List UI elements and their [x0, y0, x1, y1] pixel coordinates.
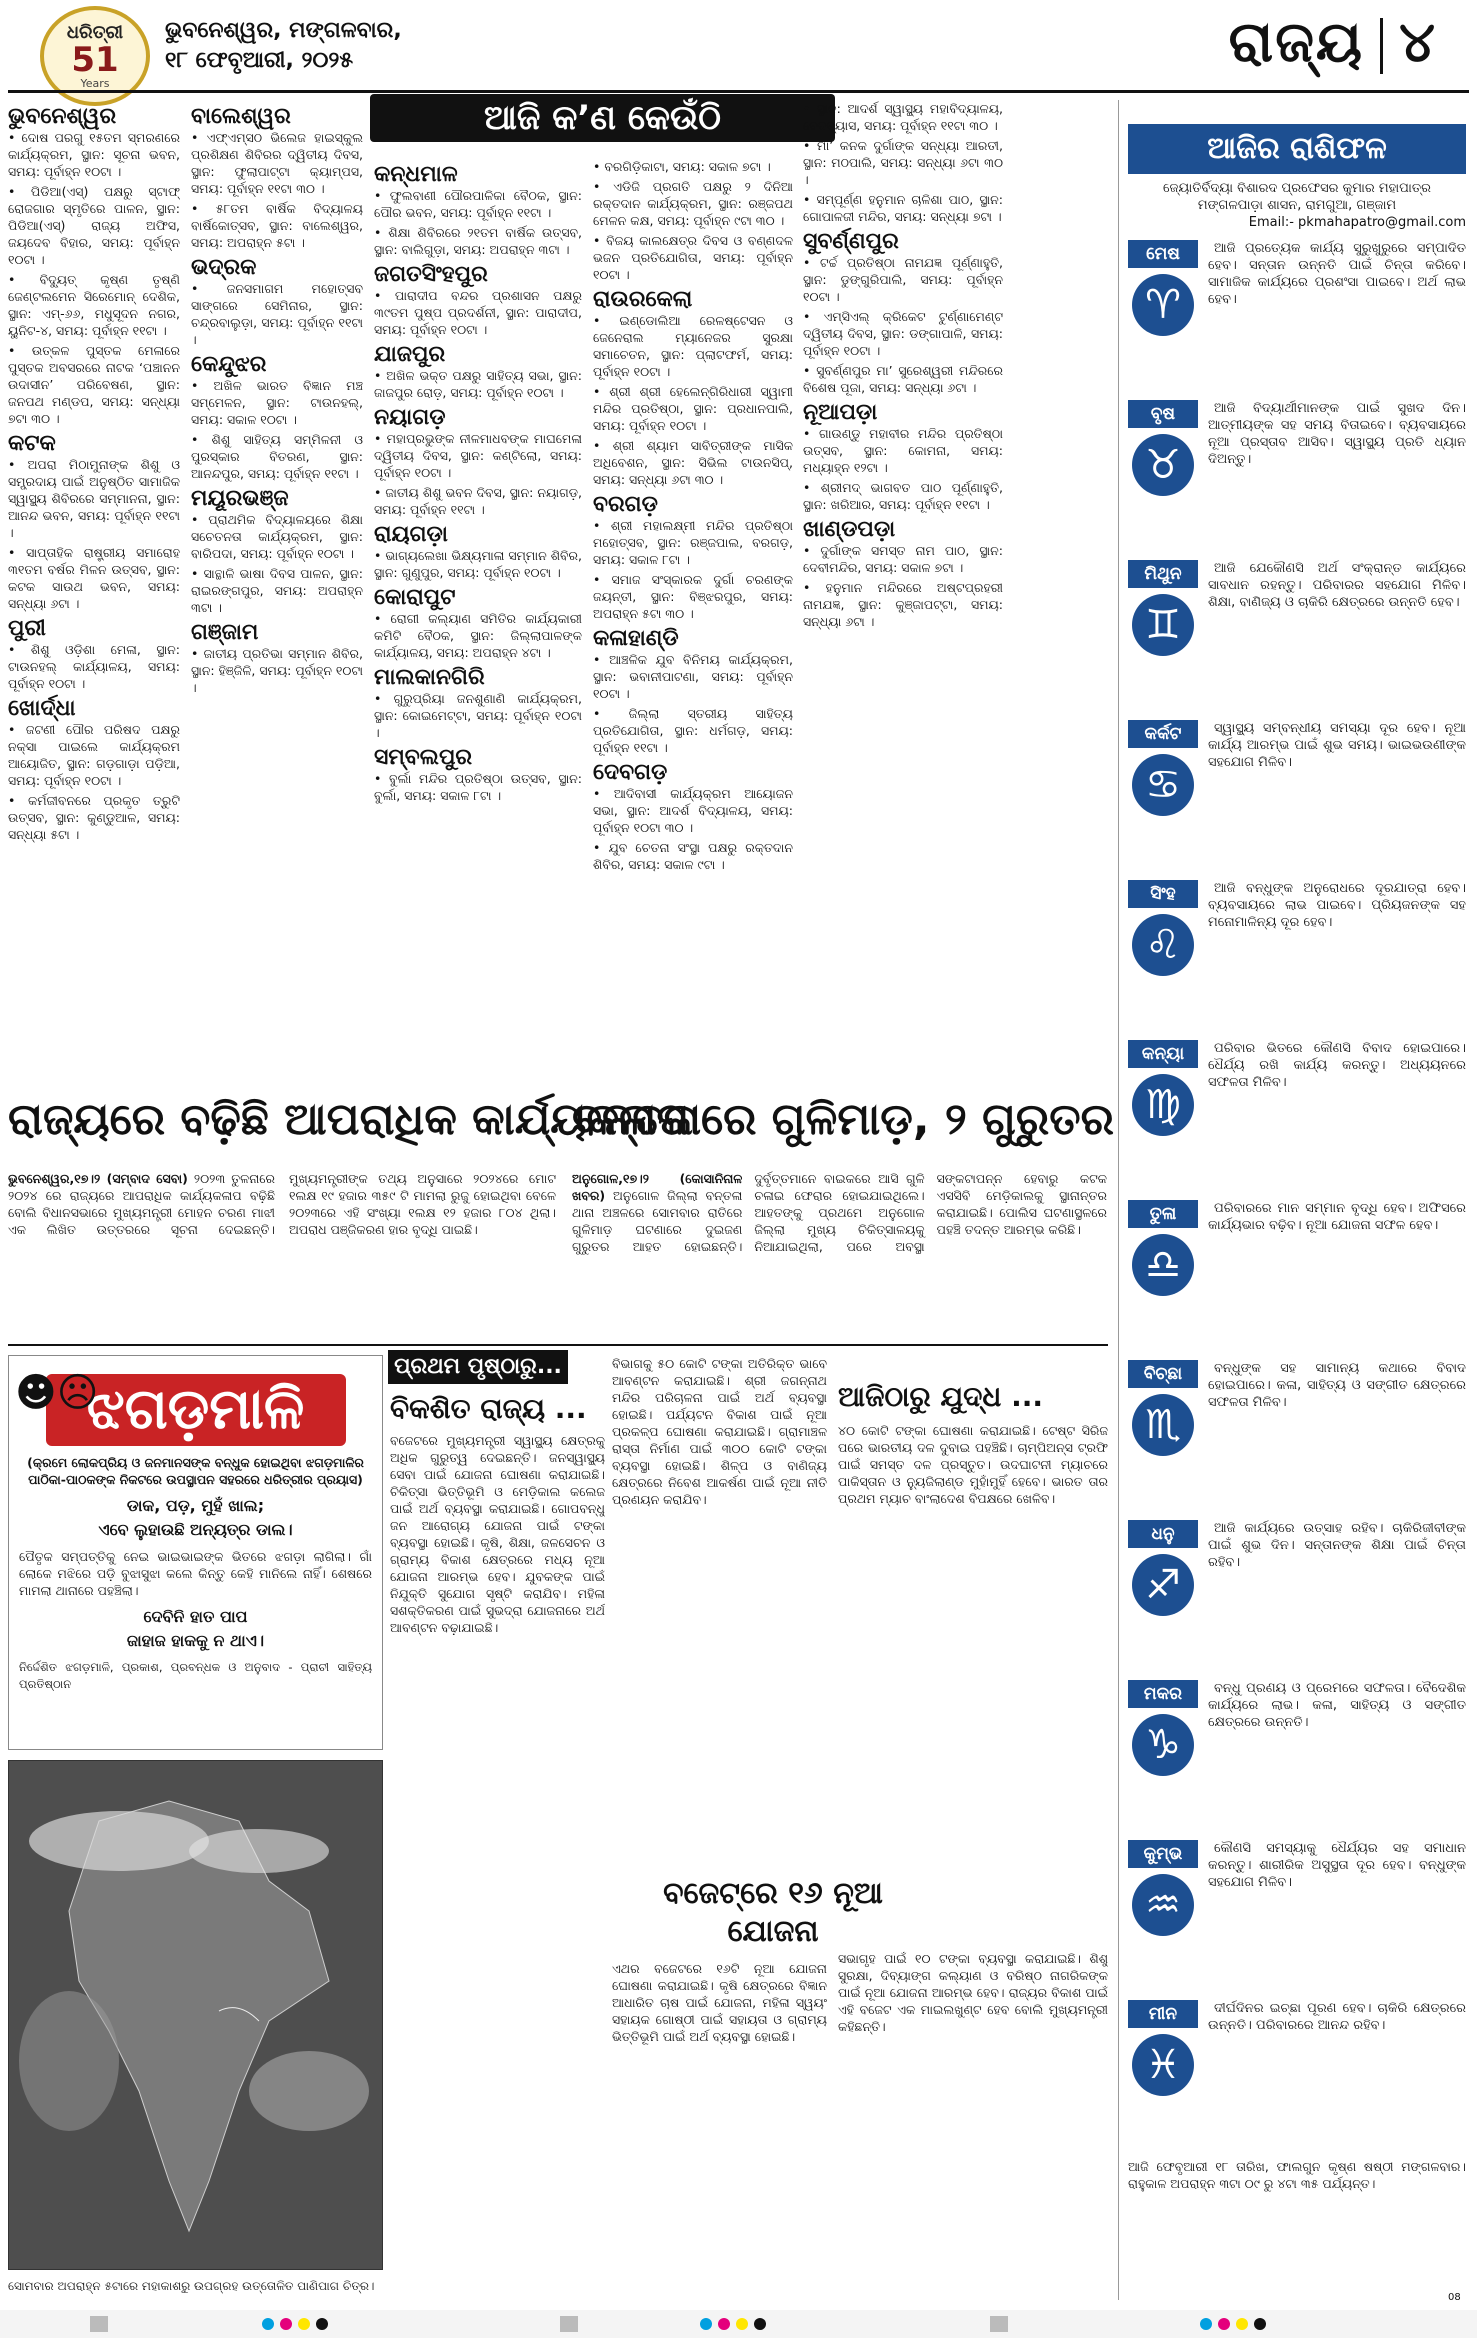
- reg-black: [1254, 2318, 1266, 2330]
- city-heading: ଭୁବନେଶ୍ୱର: [8, 104, 117, 129]
- event-item: • ଜଟଣୀ ପୌର ପରିଷଦ ପକ୍ଷରୁ ନକ୍ସା ପାଇଲେ କାର୍ଯ୍ୟକ୍ରମ ଆୟୋଜିତ, ସ୍ଥାନ: ଗଡ଼ଗାଡ଼ା ପଡ଼ିଆ, ସମୟ: ପୂର୍ବାହ୍ନ ୧୦ଟା ।: [8, 721, 180, 789]
- city-heading: ସମ୍ବଲପୁର: [374, 745, 473, 770]
- city-heading: କେନ୍ଦୁଝର: [191, 352, 267, 377]
- reg-magenta: [280, 2318, 292, 2330]
- zodiac-prediction: ବନ୍ଧୁଙ୍କ ସହ ସାମାନ୍ୟ କଥାରେ ବିବାଦ ହୋଇପାରେ। କଳା, ସାହିତ୍ୟ ଓ ସଙ୍ଗୀତ କ୍ଷେତ୍ରରେ ସଫଳତା ମିଳିବ।: [1208, 1361, 1466, 1410]
- zodiac-name: ଧନୁ: [1128, 1520, 1198, 1548]
- subhead-bikashita[interactable]: ବିକଶିତ ରାଜ୍ୟ ...: [390, 1392, 587, 1425]
- event-item: • ଭାଗ୍ୟଲେଖା ଭିକ୍ଷ୍ୟମାଳା ସମ୍ମାନ ଶିବିର, ସ୍ଥାନ: ଗୁଣୁପୁର, ସମୟ: ପୂର୍ବାହ୍ନ ୧୦ଟା ।: [374, 547, 582, 581]
- jhagadamali-credit: ନିର୍ଦ୍ଦେଶିତ ଝଗଡ଼ମାଳି, ପ୍ରକାଶ, ପ୍ରବନ୍ଧକ ଓ ଅନୁବାଦ - ପ୍ରାଚୀ ସାହିତ୍ୟ ପ୍ରତିଷ୍ଠାନ: [19, 1660, 372, 1691]
- jhagadamali-body: ପୈତୃକ ସମ୍ପତ୍ତିକୁ ନେଇ ଭାଇଭାଇଙ୍କ ଭିତରେ ଝଗଡ଼ା ଲାଗିଲା। ଗାଁ ଲୋକେ ମଝିରେ ପଡ଼ି ବୁଝାସୁଝା କଲେ କିନ୍ତୁ କେହି ମାନିଲେ ନାହିଁ। ଶେଷରେ ମାମଲା ଥାନାରେ ପହଞ୍ଚିଲା।: [19, 1549, 372, 1598]
- reg-yellow: [736, 2318, 748, 2330]
- city-heading: କଳାହାଣ୍ଡି: [593, 626, 679, 651]
- event-item: • ଜାତୀୟ ପ୍ରତିଭା ସମ୍ମାନ ଶିବିର, ସ୍ଥାନ: ହିଞ୍ଜିଳି, ସମୟ: ପୂର୍ବାହ୍ନ ୧୦ଟା ।: [191, 645, 363, 696]
- zodiac-name: କୁମ୍ଭ: [1128, 1840, 1198, 1868]
- zodiac-sign: [1128, 1840, 1466, 1990]
- event-item: • ସାପ୍ତାହିକ ରାଷ୍ଟ୍ରୀୟ ସମାରୋହ ୩୧ତମ ବର୍ଷର ମିଳନ ଉତ୍ସବ, ସ୍ଥାନ: କଟକ ସାଉଥ ଭବନ, ସମୟ: ସନ୍ଧ୍ୟା ୬ଟା ।: [8, 544, 180, 612]
- event-item: • ଶ୍ରୀମଦ୍‌ ଭାଗବତ ପାଠ ପୂର୍ଣ୍ଣାହୁତି, ସ୍ଥାନ: ଖରିଆର, ସମୟ: ପୂର୍ବାହ୍ନ ୧୧ଟା ।: [803, 479, 1003, 513]
- zodiac-prediction: ବନ୍ଧୁ ପ୍ରଣୟ ଓ ପ୍ରେମରେ ସଫଳତା। ବୈଦେଶିକ କାର୍ଯ୍ୟରେ ଲାଭ। କଳା, ସାହିତ୍ୟ ଓ ସଙ୍ଗୀତ କ୍ଷେତ୍ରରେ ଉନ୍ନତି।: [1208, 1681, 1466, 1730]
- satellite-caption: ସୋମବାର ଅପରାହ୍ନ ୫ଟାରେ ମହାକାଶରୁ ଉପଗ୍ରହ ଉତ୍ତୋଳିତ ପାଣିପାଗ ଚିତ୍ର।: [8, 2279, 375, 2293]
- event-item: • ପିଡିଆ(ଏସ୍) ପକ୍ଷରୁ ସ୍ଟାଫ୍‌ ରୋଜଗାର ସ୍ମୃତିରେ ପାଳନ, ସ୍ଥାନ: ପିଡିଆ(ଏସ୍) ରାଜ୍ୟ ଅଫିସ, ଜୟଦେବ ବିହାର, ସମୟ: ପୂର୍ବାହ୍ନ ୧୦ଟା ।: [8, 183, 180, 268]
- event-item: • ଫୁଲବାଣୀ ପୌରପାଳିକା ବୈଠକ, ସ୍ଥାନ: ପୌର ଭବନ, ସମୟ: ପୂର୍ବାହ୍ନ ୧୧ଟା ।: [374, 187, 582, 221]
- zodiac-sign: [1128, 1680, 1466, 1830]
- zodiac-prediction: ଆଜି ପ୍ରତ୍ୟେକ କାର୍ଯ୍ୟ ସୁରୁଖୁରୁରେ ସମ୍ପାଦିତ ହେବ। ସନ୍ତାନ ଉନ୍ନତି ପାଇଁ ଚିନ୍ତା କରିବେ। ସାମାଜିକ କାର୍ଯ୍ୟରେ ପ୍ରଶଂସା ପାଇବେ। ଅର୍ଥ ଲାଭ ହେବ।: [1208, 241, 1466, 307]
- event-item: • ସମାଜ ସଂସ୍କାରକ ଦୁର୍ଗା ଚରଣଙ୍କ ଜୟନ୍ତୀ, ସ୍ଥାନ: ବିଞ୍ଝରପୁର, ସମୟ: ଅପରାହ୍ନ ୫ଟା ୩୦ ।: [593, 571, 793, 622]
- zodiac-symbol-icon: ♍: [1132, 1074, 1194, 1136]
- event-item: • ମହାପ୍ରଭୁଙ୍କ ନୀଳମାଧବଙ୍କ ମାଘମେଳା ଦ୍ୱିତୀୟ ଦିବସ, ସ୍ଥାନ: କଣ୍ଟିଲୋ, ସମୟ: ପୂର୍ବାହ୍ନ ୧୦ଟା ।: [374, 430, 582, 481]
- city-heading: ଭଦ୍ରକ: [191, 255, 257, 280]
- city-heading: କଟକ: [8, 431, 56, 456]
- zodiac-prediction: ସ୍ୱାସ୍ଥ୍ୟ ସମ୍ବନ୍ଧୀୟ ସମସ୍ୟା ଦୂର ହେବ। ନୂଆ କାର୍ଯ୍ୟ ଆରମ୍ଭ ପାଇଁ ଶୁଭ ସମୟ। ଭାଇଭଉଣୀଙ୍କ ସହଯୋଗ ମିଳିବ।: [1208, 721, 1466, 770]
- city-heading: କୋରାପୁଟ: [374, 585, 456, 610]
- event-item: • ପ୍ରାଥମିକ ବିଦ୍ୟାଳୟରେ ଶିକ୍ଷା ସଚେତନତା କାର୍ଯ୍ୟକ୍ରମ, ସ୍ଥାନ: ବାରିପଦା, ସମୟ: ପୂର୍ବାହ୍ନ ୧୦ଟା ।: [191, 511, 363, 562]
- cartoon-faces-icon: ☻☹: [15, 1370, 99, 1416]
- zodiac-sign: [1128, 1040, 1466, 1190]
- zodiac-name: ମୀନ: [1128, 2000, 1198, 2028]
- event-item: • ଅଖିଳ ଭକ୍ତ ପକ୍ଷରୁ ସାହିତ୍ୟ ସଭା, ସ୍ଥାନ: ଜାଜପୁର ରୋଡ଼, ସମୟ: ପୂର୍ବାହ୍ନ ୧୦ଟା ।: [374, 367, 582, 401]
- events-columns: [8, 100, 1118, 1085]
- date-line-1: ଭୁବନେଶ୍ୱର, ମଙ୍ଗଳବାର,: [165, 18, 402, 43]
- zodiac-name: କନ୍ୟା: [1128, 1040, 1198, 1068]
- astrologer-address: ମଙ୍ଗଳପାଡ଼ା ଶାସନ, ରାମଗୁଆ, ଗଞ୍ଜାମ: [1197, 198, 1397, 213]
- city-heading: ମୟୂରଭଞ୍ଜ: [191, 486, 289, 511]
- event-item: • ଶିଶୁ ସାହିତ୍ୟ ସମ୍ମିଳନୀ ଓ ପୁରସ୍କାର ବିତରଣ, ସ୍ଥାନ: ଆନନ୍ଦପୁର, ସମୟ: ପୂର୍ବାହ୍ନ ୧୧ଟା ।: [191, 431, 363, 482]
- event-item: • ଅପରା ମିଠାମୁନାଙ୍କ ଶିଶୁ ଓ ସମ୍ପ୍ରଦାୟ ପାଇଁ ଅନୁଷ୍ଠିତ ସାମାଜିକ ସ୍ୱାସ୍ଥ୍ୟ ଶିବିରରେ ସମ୍ମାନନା, ସ୍ଥାନ: ଆନନ୍ଦ ଭବନ, ସମୟ: ପୂର୍ବାହ୍ନ ୧୧ଟା ।: [8, 456, 180, 541]
- reg-black: [754, 2318, 766, 2330]
- zodiac-prediction: ଆଜି ବନ୍ଧୁଙ୍କ ଅନୁରୋଧରେ ଦୂରଯାତ୍ରା ହେବ। ବ୍ୟବସାୟରେ ଲାଭ ପାଇବେ। ପ୍ରିୟଜନଙ୍କ ସହ ମନୋମାଳିନ୍ୟ ଦୂର ହେବ।: [1208, 881, 1466, 930]
- city-heading: ସୁବର୍ଣ୍ଣପୁର: [803, 229, 899, 254]
- event-item: • ଜାତୀୟ ଶିଶୁ ଭବନ ଦିବସ, ସ୍ଥାନ: ନୟାଗଡ଼, ସମୟ: ପୂର୍ବାହ୍ନ ୧୧ଟା ।: [374, 484, 582, 518]
- jhagadamali-subhead-2: ଏବେ ଲୁହାଉଛି ଅନ୍ୟତ୍ର ଡାଲ।: [98, 1520, 293, 1539]
- zodiac-prediction: କୌଣସି ସମସ୍ୟାକୁ ଧୈର୍ଯ୍ୟର ସହ ସମାଧାନ କରନ୍ତୁ। ଶାରୀରିକ ଅସୁସ୍ଥତା ଦୂର ହେବ। ବନ୍ଧୁଙ୍କ ସହଯୋଗ ମିଳିବ।: [1208, 1841, 1466, 1890]
- events-column: [374, 158, 582, 1085]
- zodiac-name: ମିଥୁନ: [1128, 560, 1198, 588]
- ajithu-body: ୪୦ କୋଟି ଟଙ୍କା ଘୋଷଣା କରାଯାଇଛି। ଟେଷ୍ଟ ସିରିଜ ପରେ ଭାରତୀୟ ଦଳ ଦୁବାଇ ପହଞ୍ଚିଛି। ଚାମ୍ପିଅନ୍ସ ଟ୍ରଫି ପାଇଁ ସମସ୍ତ ଦଳ ପ୍ରସ୍ତୁତ। ଉଦଘାଟନୀ ମ୍ୟାଚରେ ପାକିସ୍ତାନ ଓ ନ୍ୟୁଜିଲାଣ୍ଡ ମୁହାଁମୁହିଁ ହେବେ। ଭାରତ ତାର ପ୍ରଥମ ମ୍ୟାଚ ବାଂଲାଦେଶ ବିପକ୍ଷରେ ଖେଳିବ।: [838, 1423, 1108, 1506]
- reg-cyan: [262, 2318, 274, 2330]
- city-heading: କନ୍ଧମାଳ: [374, 162, 458, 187]
- date-block: [165, 16, 402, 76]
- zodiac-symbol-icon: ♎: [1132, 1234, 1194, 1296]
- logo-name: ଧରିତ୍ରୀ: [66, 22, 124, 43]
- zodiac-symbol-icon: ♌: [1132, 914, 1194, 976]
- astrologer-name: ଜ୍ୟୋତିର୍ବିଦ୍ୟା ବିଶାରଦ ପ୍ରଫେସର କୁମାର ମହାପାତ୍ର: [1163, 181, 1431, 196]
- event-item: • ଆଞ୍ଚଳିକ ଯୁବ ବିନିମୟ କାର୍ଯ୍ୟକ୍ରମ, ସ୍ଥାନ: ଭବାନୀପାଟଣା, ସମୟ: ପୂର୍ବାହ୍ନ ୧୦ଟା ।: [593, 651, 793, 702]
- event-item: • ଏଫ୍‌ଏମ୍‌ସଠ ଭିଲେଜ ହାଇସ୍କୁଲ ପ୍ରଶିକ୍ଷଣ ଶିବିରର ଦ୍ୱିତୀୟ ଦିବସ, ସ୍ଥାନ: ଫୁଲାପାଟ୍ଟା କ୍ୟାମ୍ପସ, ସମୟ: ପୂର୍ବାହ୍ନ ୧୧ଟା ୩୦ ।: [191, 129, 363, 197]
- bikashita-body: ବଜେଟରେ ମୁଖ୍ୟମନ୍ତ୍ରୀ ସ୍ୱାସ୍ଥ୍ୟ କ୍ଷେତ୍ରକୁ ଅଧିକ ଗୁରୁତ୍ୱ ଦେଇଛନ୍ତି। ଜନସ୍ୱାସ୍ଥ୍ୟ ସେବା ପାଇଁ ଯୋଜନା ଘୋଷଣା କରାଯାଇଛି। ଚିକିତ୍ସା ଭିତ୍ତିଭୂମି ଓ ମେଡ଼ିକାଲ କଲେଜ ପାଇଁ ଅର୍ଥ ବ୍ୟବସ୍ଥା କରାଯାଇଛି। ଗୋପବନ୍ଧୁ ଜନ ଆରୋଗ୍ୟ ଯୋଜନା ପାଇଁ ଟଙ୍କା ବ୍ୟବସ୍ଥା ହୋଇଛି। କୃଷି, ଶିକ୍ଷା, ଜଳସେଚନ ଓ ଗ୍ରାମ୍ୟ ବିକାଶ କ୍ଷେତ୍ରରେ ମଧ୍ୟ ନୂଆ ଯୋଜନା ଆରମ୍ଭ ହେବ। ଯୁବକଙ୍କ ପାଇଁ ନିଯୁକ୍ତି ସୁଯୋଗ ସୃଷ୍ଟି କରାଯିବ। ମହିଳା ସଶକ୍ତିକରଣ ପାଇଁ ସୁଭଦ୍ରା ଯୋଜନାରେ ଅର୍ଥ ଆବଣ୍ଟନ ବଢ଼ାଯାଇଛି।: [390, 1433, 605, 1635]
- jhagadamali-footer-label: ଦେବିନି ହାତ ପାପ: [143, 1607, 248, 1626]
- ajithu-lead: [838, 1355, 1108, 1377]
- reg-magenta: [1218, 2318, 1230, 2330]
- city-heading: ଖୋର୍ଦ୍ଧା: [8, 696, 76, 721]
- reg-black: [316, 2318, 328, 2330]
- section-header: [1229, 10, 1437, 76]
- zodiac-symbol-icon: ♒: [1132, 1874, 1194, 1936]
- city-heading: ପୁରୀ: [8, 616, 46, 641]
- section-title: ରାଜ୍ୟ: [1228, 10, 1365, 75]
- event-item: • ରୋଗୀ କଲ୍ୟାଣ ସମିତିର କାର୍ଯ୍ୟକାରୀ କମିଟି ବୈଠକ, ସ୍ଥାନ: ଜିଲ୍ଲାପାଳଙ୍କ କାର୍ଯ୍ୟାଳୟ, ସମୟ: ଅପରାହ୍ନ ୪ଟା ।: [374, 610, 582, 661]
- jhagadamali-footer-label-2: ଜାହାଜ ହାକକୁ ନ ଥାଏ।: [126, 1631, 265, 1650]
- zodiac-symbol-icon: ♓: [1132, 2034, 1194, 2096]
- section-divider: [1380, 18, 1383, 74]
- reg-cyan: [1200, 2318, 1212, 2330]
- logo-number: 51: [71, 40, 119, 80]
- event-item: • ଜନସମାଗମ ମହୋତ୍ସବ ସାଙ୍ଗରେ ସେମିନାର, ସ୍ଥାନ: ଚନ୍ଦ୍ରବାଲୁଡ଼ା, ସମୟ: ପୂର୍ବାହ୍ନ ୧୧ଟା ।: [191, 280, 363, 348]
- event-item: • ଜିଲ୍ଲା ସ୍ତରୀୟ ସାହିତ୍ୟ ପ୍ରତିଯୋଗିତା, ସ୍ଥାନ: ଧର୍ମଗଡ଼, ସମୟ: ପୂର୍ବାହ୍ନ ୧୧ଟା ।: [593, 705, 793, 756]
- zodiac-sign: [1128, 720, 1466, 870]
- zodiac-sign: [1128, 240, 1466, 390]
- jhagadamali-logo: ଝଗଡ଼ମାଳି: [46, 1374, 346, 1446]
- event-item: • ଶିକ୍ଷା ଶିବିରରେ ୨୧ତମ ବାର୍ଷିକ ଉତ୍ସବ, ସ୍ଥାନ: ବାଲିଗୁଡ଼ା, ସମୟ: ଅପରାହ୍ନ ୩ଟା ।: [374, 224, 582, 258]
- reg-yellow: [1236, 2318, 1248, 2330]
- shooting-body: ଅନୁଗୋଳ ଜିଲ୍ଲା ବନ୍ତଳା ଥାନା ଅଞ୍ଚଳରେ ସୋମବାର ରାତିରେ ଗୁଳିମାଡ଼ ଘଟଣାରେ ଦୁଇଜଣ ଗୁରୁତର ଆହତ ହୋଇଛନ୍ତି। ଦୁର୍ବୃତ୍ତମାନେ ବାଇକରେ ଆସି ଗୁଳି ଚଳାଇ ଫେରାର ହୋଇଯାଇଥିଲେ। ଆହତଙ୍କୁ ପ୍ରଥମେ ଅନୁଗୋଳ ଜିଲ୍ଲା ମୁଖ୍ୟ ଚିକିତ୍ସାଳୟକୁ ନିଆଯାଇଥିଲା, ପରେ ଅବସ୍ଥା ସଙ୍କଟାପନ୍ନ ହେବାରୁ କଟକ ଏସସିବି ମେଡ଼ିକାଲକୁ ସ୍ଥାନାନ୍ତର କରାଯାଇଛି। ପୋଲିସ ଘଟଣାସ୍ଥଳରେ ପହଞ୍ଚି ତଦନ୍ତ ଆରମ୍ଭ କରିଛି।: [572, 1171, 1107, 1254]
- zodiac-name: ବିଚ୍ଛା: [1128, 1360, 1198, 1388]
- event-item: • ଗୁରୁପ୍ରିୟା ଜନଶୁଣାଣି କାର୍ଯ୍ୟକ୍ରମ, ସ୍ଥାନ: କୋଇମେଟ୍ଟା, ସମୟ: ପୂର୍ବାହ୍ନ ୧୦ଟା ।: [374, 690, 582, 741]
- headline-crime[interactable]: ରାଜ୍ୟରେ ବଢ଼ିଛି ଆପରାଧିକ କାର୍ଯ୍ୟକଳାପ: [8, 1094, 690, 1145]
- bikashita-body-cont: ବିଭାଗକୁ ୫୦ କୋଟି ଟଙ୍କା ଅତିରିକ୍ତ ଭାବେ ଆବଣ୍ଟନ କରାଯାଇଛି। ଶ୍ରୀ ଜଗନ୍ନାଥ ମନ୍ଦିର ପରିଚାଳନା ପାଇଁ ଅର୍ଥ ବ୍ୟବସ୍ଥା ହୋଇଛି। ପର୍ଯ୍ୟଟନ ବିକାଶ ପାଇଁ ନୂଆ ପ୍ରକଳ୍ପ ଘୋଷଣା କରାଯାଇଛି। ଗ୍ରାମାଞ୍ଚଳ ରାସ୍ତା ନିର୍ମାଣ ପାଇଁ ୩୦୦ କୋଟି ଟଙ୍କା ବ୍ୟବସ୍ଥା ହୋଇଛି। ଶିଳ୍ପ ଓ ବାଣିଜ୍ୟ କ୍ଷେତ୍ରରେ ନିବେଶ ଆକର୍ଷଣ ପାଇଁ ନୂଆ ନୀତି ପ୍ରଣୟନ କରାଯିବ।: [612, 1356, 827, 1507]
- zodiac-prediction: ଆଜି ବିଦ୍ୟାର୍ଥୀମାନଙ୍କ ପାଇଁ ସୁଖଦ ଦିନ। ଆତ୍ମୀୟଙ୍କ ସହ ସମୟ ବିତାଇବେ। ବ୍ୟବସାୟରେ ନୂଆ ପ୍ରସ୍ତାବ ଆସିବ। ସ୍ୱାସ୍ଥ୍ୟ ପ୍ରତି ଧ୍ୟାନ ଦିଅନ୍ତୁ।: [1208, 401, 1466, 467]
- zodiac-prediction: ଆଜି କାର୍ଯ୍ୟରେ ଉତ୍ସାହ ରହିବ। ଚାକିରିଜୀବୀଙ୍କ ପାଇଁ ଶୁଭ ଦିନ। ସନ୍ତାନଙ୍କ ଶିକ୍ଷା ପାଇଁ ଚିନ୍ତା ରହିବ।: [1208, 1521, 1466, 1570]
- zodiac-symbol-icon: ♏: [1132, 1394, 1194, 1456]
- reg-cyan: [700, 2318, 712, 2330]
- page-number: ୪: [1399, 10, 1437, 75]
- header-rule: [8, 90, 1469, 93]
- city-heading: ନୟାଗଡ଼: [374, 405, 446, 430]
- city-heading: ଯାଜପୁର: [374, 342, 446, 367]
- reg-block: [90, 2316, 108, 2332]
- event-item: • ଦୁର୍ଗାଙ୍କ ସମସ୍ତ ନାମ ପାଠ, ସ୍ଥାନ: ଦେବୀମନ୍ଦିର, ସମୟ: ସକାଳ ୭ଟା ।: [803, 542, 1003, 576]
- city-heading: ନୂଆପଡ଼ା: [803, 400, 878, 425]
- city-heading: ରାୟଗଡ଼ା: [374, 522, 448, 547]
- divider: [8, 1344, 1108, 1346]
- event-item: • ଇଣ୍ଡୋଲିଆ ରେଳଷ୍ଟେସନ ଓ ଜେନେରାଲ ମ୍ୟାନେଜର ସୁରକ୍ଷା ସମାଚେତନ, ସ୍ଥାନ: ପ୍ଲାଟଫର୍ମ, ସମୟ: ପୂର୍ବାହ୍ନ ୧୦ଟା ।: [593, 312, 793, 380]
- astrologer-info: [1128, 180, 1466, 231]
- zodiac-prediction: ପରିବାର ଭିତରେ କୌଣସି ବିବାଦ ହୋଇପାରେ। ଧୈର୍ଯ୍ୟ ରଖି କାର୍ଯ୍ୟ କରନ୍ତୁ। ଅଧ୍ୟୟନରେ ସଫଳତା ମିଳିବ।: [1208, 1041, 1466, 1090]
- reg-magenta: [718, 2318, 730, 2330]
- event-item: • ବିଦ୍ୟୁତ୍‌ କୃଷ୍ଣ ତୃଷ୍ଣି ଜେଣ୍ଟଲମେନ ସିରେମୋନ୍‌ ଦେଶିକ, ସ୍ଥାନ: ଏମ୍‌-୬୬, ମଧୁସୂଦନ ନଗର, ୟୁନିଟ-୪, ସମୟ: ପୂର୍ବାହ୍ନ ୧୧ଟା ।: [8, 271, 180, 339]
- event-item: • ଯୁବ ଚେତନା ସଂସ୍ଥା ପକ୍ଷରୁ ରକ୍ତଦାନ ଶିବିର, ସମୟ: ସକାଳ ୯ଟା ।: [593, 839, 793, 873]
- event-item: • ଉତ୍କଳ ପୁସ୍ତକ ମେଳାରେ ପୁସ୍ତକ ଅବସରରେ ନାଟକ ‘ପଞ୍ଚାନନ ଉଦାସୀନ’ ପରିବେଷଣ, ସ୍ଥାନ: ଜନପଥ ମଣ୍ଡପ, ସମୟ: ସନ୍ଧ୍ୟା ୭ଟା ୩୦ ।: [8, 342, 180, 427]
- zodiac-sign: [1128, 560, 1466, 710]
- zodiac-symbol-icon: ♑: [1132, 1714, 1194, 1776]
- zodiac-sign: [1128, 1360, 1466, 1510]
- crime-dateline: ଭୁବନେଶ୍ୱର,୧୭।୨ (ସମ୍ବାଦ ସେବା): [8, 1171, 188, 1186]
- zodiac-name: ମକର: [1128, 1680, 1198, 1708]
- event-item: • ପାରାଦୀପ ବନ୍ଦର ପ୍ରଶାସନ ପକ୍ଷରୁ ୩୯ତମ ପୁଷ୍ପ ପ୍ରଦର୍ଶନୀ, ସ୍ଥାନ: ପାରାଦୀପ, ସମୟ: ପୂର୍ବାହ୍ନ ୧୦ଟା ।: [374, 287, 582, 338]
- panjika-text: ଆଜି ଫେବୃଆରୀ ୧୮ ତାରିଖ, ଫାଲଗୁନ କୃଷ୍ଣ ଷଷ୍ଠୀ ମଙ୍ଗଳବାର। ରାହୁକାଳ ଅପରାହ୍ନ ୩ଟା ୦୯ ରୁ ୪ଟା ୩୫ ପର୍ଯ୍ୟନ୍ତ।: [1128, 2159, 1466, 2191]
- date-line-2: ୧୮ ଫେବୃଆରୀ, ୨୦୨୫: [165, 48, 354, 73]
- event-item: • ଶ୍ରୀ ଶ୍ରୀ ହେଲେନ୍‌ଗିରିଧାରୀ ସ୍ୱାମୀ ମନ୍ଦିର ପ୍ରତିଷ୍ଠା, ସ୍ଥାନ: ପ୍ରଧାନପାଲି, ସମୟ: ପୂର୍ବାହ୍ନ ୧୦ଟା ।: [593, 383, 793, 434]
- reg-yellow: [298, 2318, 310, 2330]
- jhagadamali-subhead: ଡାକ, ପଡ଼, ମୁହଁ ଖାଲ;: [126, 1496, 265, 1515]
- event-item: • ଏମ୍‌ସିଏଲ୍‌ କ୍ରିକେଟ ଟୁର୍ଣ୍ଣାମେଣ୍ଟ ଦ୍ୱିତୀୟ ଦିବସ, ସ୍ଥାନ: ଡଙ୍ଗାପାଳି, ସମୟ: ପୂର୍ବାହ୍ନ ୧୦ଟା ।: [803, 308, 1003, 359]
- event-item: • ଆଦିବାସୀ କାର୍ଯ୍ୟକ୍ରମ ଆୟୋଜନ ସଭା, ସ୍ଥାନ: ଆଦର୍ଶ ବିଦ୍ୟାଳୟ, ସମୟ: ପୂର୍ବାହ୍ନ ୧୦ଟା ୩୦ ।: [593, 785, 793, 836]
- event-item: • ସମ୍ପୂର୍ଣ୍ଣ ହନୁମାନ ଚାଳିଶା ପାଠ, ସ୍ଥାନ: ଗୋପାଳଜୀ ମନ୍ଦିର, ସମୟ: ସନ୍ଧ୍ୟା ୭ଟା ।: [803, 191, 1003, 225]
- crime-body: ୨୦୨୩ ତୁଳନାରେ ୨୦୨୪ ରେ ରାଜ୍ୟରେ ଆପରାଧିକ କାର୍ଯ୍ୟକଳାପ ବଢ଼ିଛି ବୋଲି ବିଧାନସଭାରେ ମୁଖ୍ୟମନ୍ତ୍ରୀ ମୋହନ ଚରଣ ମାଝୀ ଏକ ଲିଖିତ ଉତ୍ତରରେ ସୂଚନା ଦେଇଛନ୍ତି। ମୁଖ୍ୟମନ୍ତ୍ରୀଙ୍କ ତଥ୍ୟ ଅନୁସାରେ ୨୦୨୪ରେ ମୋଟ ୧ଲକ୍ଷ ୧୯ ହଜାର ୩୫୯ ଟି ମାମଲା ରୁଜୁ ହୋଇଥିବା ବେଳେ ୨୦୨୩ରେ ଏହି ସଂଖ୍ୟା ୧ଲକ୍ଷ ୧୨ ହଜାର ୮୦୪ ଥିଲା। ଅପରାଧ ପଞ୍ଜିକରଣ ହାର ବୃଦ୍ଧି ପାଇଛି।: [8, 1171, 556, 1237]
- event-item: • ସୁବର୍ଣ୍ଣପୁର ମା’ ସୁରେଶ୍ୱରୀ ମନ୍ଦିରରେ ବିଶେଷ ପୂଜା, ସମୟ: ସନ୍ଧ୍ୟା ୬ଟା ।: [803, 362, 1003, 396]
- front-page-tag: ପ୍ରଥମ ପୃଷ୍ଠାରୁ...: [388, 1350, 568, 1384]
- zodiac-symbol-icon: ♈: [1132, 274, 1194, 336]
- event-item: • ହନୁମାନ ମନ୍ଦିରରେ ଅଷ୍ଟପ୍ରହରୀ ନାମଯଜ୍ଞ, ସ୍ଥାନ: କୁଞ୍ଜାପଟ୍ଟା, ସମୟ: ସନ୍ଧ୍ୟା ୬ଟା ।: [803, 579, 1003, 630]
- events-column: [191, 100, 363, 1085]
- event-item: • ସାନ୍ଥାଳି ଭାଷା ଦିବସ ପାଳନ, ସ୍ଥାନ: ରାଇରଙ୍ଗପୁର, ସମୟ: ଅପରାହ୍ନ ୩ଟା ।: [191, 565, 363, 616]
- events-column: [593, 158, 793, 1085]
- events-column: [8, 100, 180, 1085]
- zodiac-prediction: ପରିବାରରେ ମାନ ସମ୍ମାନ ବୃଦ୍ଧି ହେବ। ଅଫିସରେ କାର୍ଯ୍ୟଭାର ବଢ଼ିବ। ନୂଆ ଯୋଜନା ସଫଳ ହେବ।: [1208, 1201, 1466, 1233]
- event-item: • ଶ୍ରୀ ଶ୍ୟାମ ସାବିତ୍ରୀଙ୍କ ମାସିକ ଅଧିବେଶନ, ସ୍ଥାନ: ସିଭିଲ ଟାଉନସିପ୍‌, ସମୟ: ସନ୍ଧ୍ୟା ୬ଟା ୩୦ ।: [593, 437, 793, 488]
- city-heading: ରାଉରକେଲା: [593, 287, 693, 312]
- crime-story: [8, 1170, 556, 1340]
- astrologer-email: Email:- pkmahapatro@gmail.com: [1248, 215, 1466, 230]
- satellite-weather-image: [8, 1760, 383, 2270]
- event-item: • ୫୮ତମ ବାର୍ଷିକ ବିଦ୍ୟାଳୟ ବାର୍ଷିକୋତ୍ସବ, ସ୍ଥାନ: ବାଲେଶ୍ୱର, ସମୟ: ଅପରାହ୍ନ ୫ଟା ।: [191, 200, 363, 251]
- page-mark: 08: [1448, 2292, 1461, 2303]
- event-item: • ଶିଶୁ ଓଡ଼ିଶା ମେଳା, ସ୍ଥାନ: ଟାଉନହଲ୍‌ କାର୍ଯ୍ୟାଳୟ, ସମୟ: ପୂର୍ବାହ୍ନ ୧୦ଟା ।: [8, 641, 180, 692]
- zodiac-prediction: ଆଜି ଯେକୌଣସି ଅର୍ଥ ସଂକ୍ରାନ୍ତ କାର୍ଯ୍ୟରେ ସାବଧାନ ରହନ୍ତୁ। ପରିବାରର ସହଯୋଗ ମିଳିବ। ଶିକ୍ଷା, ବାଣିଜ୍ୟ ଓ ଚାକିରି କ୍ଷେତ୍ରରେ ଉନ୍ନତି ହେବ।: [1208, 561, 1466, 610]
- budget-headline[interactable]: ବଜେଟ୍‌ରେ ୧୬ ନୂଆ ଯୋଜନା: [663, 1876, 883, 1949]
- zodiac-sign: [1128, 1200, 1466, 1350]
- city-heading: ବରଗଡ଼: [593, 492, 658, 517]
- event-item: • ବିଜୟ କାଲକ୍ଷେତ୍ର ଦିବସ ଓ ବଣ୍ଣଦଳ ଭଜନ ପ୍ରତିଯୋଗିତା, ସମୟ: ପୂର୍ବାହ୍ନ ୧୦ଟା ।: [593, 232, 793, 283]
- shooting-dateline: ଅନୁଗୋଳ,୧୭।୨ (କୋସାନିନାଳ ଖବର): [572, 1171, 743, 1203]
- zodiac-symbol-icon: ♊: [1132, 594, 1194, 656]
- city-heading: ବାଲେଶ୍ୱର: [191, 104, 291, 129]
- event-item: • ମା’ କନକ ଦୁର୍ଗାଙ୍କ ସନ୍ଧ୍ୟା ଆରତୀ, ସ୍ଥାନ: ମଠପାଲି, ସମୟ: ସନ୍ଧ୍ୟା ୬ଟା ୩୦ ।: [803, 137, 1003, 188]
- reg-block: [560, 2316, 578, 2332]
- shooting-story: [572, 1170, 1107, 1340]
- event-item: • ଟର୍ଚ୍ଚ ପ୍ରତିଷ୍ଠା ନାମଯଜ୍ଞ ପୂର୍ଣ୍ଣାହୁତି, ସ୍ଥାନ: ଡୁଙ୍ଗୁରିପାଲି, ସମୟ: ପୂର୍ବାହ୍ନ ୧୦ଟା ।: [803, 254, 1003, 305]
- column-separator: [1118, 100, 1119, 2300]
- zodiac-sign: [1128, 1520, 1466, 1670]
- budget-body: ଏଥର ବଜେଟରେ ୧୬ଟି ନୂଆ ଯୋଜନା ଘୋଷଣା କରାଯାଇଛି। କୃଷି କ୍ଷେତ୍ରରେ ବିଜ୍ଞାନ ଆଧାରିତ ଚାଷ ପାଇଁ ଯୋଜନା, ମହିଳା ସ୍ୱୟଂ ସହାୟକ ଗୋଷ୍ଠୀ ପାଇଁ ସହାୟତା ଓ ଗ୍ରାମ୍ୟ ଭିତ୍ତିଭୂମି ପାଇଁ ଅର୍ଥ ବ୍ୟବସ୍ଥା ହୋଇଛି।: [612, 1961, 827, 2044]
- zodiac-sign: [1128, 2000, 1466, 2150]
- events-banner: ଆଜି କ’ଣ କେଉଁଠି: [370, 94, 835, 142]
- logo-years: Years: [80, 77, 110, 90]
- event-item: • ଅଖିଳ ଭାରତ ବିଜ୍ଞାନ ମଞ୍ଚ ସମ୍ମେଳନ, ସ୍ଥାନ: ଟାଉନହଲ୍‌, ସମୟ: ସକାଳ ୧୦ଟା ।: [191, 377, 363, 428]
- event-item: • ଏଡିଜି ପ୍ରଗତି ପକ୍ଷରୁ ୨ ଦିନିଆ ରକ୍ତଦାନ କାର୍ଯ୍ୟକ୍ରମ, ସ୍ଥାନ: ରଞ୍ଜପଥ ମେଳନ କକ୍ଷ, ସମୟ: ପୂର୍ବାହ୍ନ ୯ଟା ୩୦ ।: [593, 178, 793, 229]
- event-item: • ବୁର୍ଲା ମନ୍ଦିର ପ୍ରତିଷ୍ଠା ଉତ୍ସବ, ସ୍ଥାନ: ବୁର୍ଲା, ସମୟ: ସକାଳ ୮ଟା ।: [374, 770, 582, 804]
- zodiac-sign: [1128, 880, 1466, 1030]
- events-column: [803, 100, 1003, 1085]
- budget-body-cont: ସଭାଗୃହ ପାଇଁ ୧୦ ଟଙ୍କା ବ୍ୟବସ୍ଥା କରାଯାଇଛି। ଶିଶୁ ସୁରକ୍ଷା, ଦିବ୍ୟାଙ୍ଗ କଲ୍ୟାଣ ଓ ବରିଷ୍ଠ ନାଗରିକଙ୍କ ପାଇଁ ନୂଆ ଯୋଜନା ଆରମ୍ଭ ହେବ। ରାଜ୍ୟର ବିକାଶ ପାଇଁ ଏହି ବଜେଟ ଏକ ମାଇଲଖୁଣ୍ଟ ହେବ ବୋଲି ମୁଖ୍ୟମନ୍ତ୍ରୀ କହିଛନ୍ତି।: [838, 1951, 1108, 2034]
- event-item: • ସ୍ଥାନ: ଆଦର୍ଶ ସ୍ୱାସ୍ଥ୍ୟ ମହାବିଦ୍ୟାଳୟ, ବେଦବ୍ୟାସ, ସମୟ: ପୂର୍ବାହ୍ନ ୧୧ଟା ୩୦ ।: [803, 100, 1003, 134]
- headline-shooting[interactable]: ବନ୍ତଳାରେ ଗୁଳିମାଡ଼, ୨ ଗୁରୁତର: [572, 1094, 1115, 1145]
- zodiac-sign: [1128, 400, 1466, 550]
- event-item: • ଗାଉଣ୍ଡୁ ମହାବୀର ମନ୍ଦିର ପ୍ରତିଷ୍ଠା ଉତ୍ସବ, ସ୍ଥାନ: କୋମନା, ସମୟ: ମଧ୍ୟାହ୍ନ ୧୨ଟା ।: [803, 425, 1003, 476]
- event-item: • ବରଗିଡ଼ିକାଟା, ସମୟ: ସକାଳ ୭ଟା ।: [593, 158, 793, 175]
- zodiac-name: କର୍କଟ: [1128, 720, 1198, 748]
- rashifal-title: ଆଜିର ରାଶିଫଳ: [1128, 124, 1466, 174]
- city-heading: ଜଗତସିଂହପୁର: [374, 262, 488, 287]
- zodiac-name: ବୃଷ: [1128, 400, 1198, 428]
- city-heading: ମାଲକାନଗିରି: [374, 665, 485, 690]
- jhagadamali-box: [8, 1355, 383, 1750]
- zodiac-symbol-icon: ♉: [1132, 434, 1194, 496]
- subhead-ajithu-yuddha[interactable]: ଆଜିଠାରୁ ଯୁଦ୍ଧ ...: [838, 1380, 1043, 1413]
- event-item: • ଦୋଷ ପରଗୁ ୧୫ତମ ସ୍ମରଣରେ କାର୍ଯ୍ୟକ୍ରମ, ସ୍ଥାନ: ସୂଚନା ଭବନ, ସମୟ: ପୂର୍ବାହ୍ନ ୧୦ଟା ।: [8, 129, 180, 180]
- zodiac-prediction: ଦୀର୍ଘଦିନର ଇଚ୍ଛା ପୂରଣ ହେବ। ଚାକିରି କ୍ଷେତ୍ରରେ ଉନ୍ନତି। ପରିବାରରେ ଆନନ୍ଦ ରହିବ।: [1208, 2001, 1466, 2033]
- city-heading: ଗଞ୍ଜାମ: [191, 620, 259, 645]
- reg-block: [990, 2316, 1008, 2332]
- zodiac-symbol-icon: ♋: [1132, 754, 1194, 816]
- jhagadamali-tagline: (କ୍ରମେ ଲୋକପ୍ରିୟ ଓ ଜନମାନସଙ୍କ ବନ୍ଧୁକ ହୋଇଥିବା ଝଗଡ଼ମାଳିର ପାଠିକା-ପାଠକଙ୍କ ନିକଟରେ ଉପସ୍ଥାପନ ସହରରେ ଧରିତ୍ରୀର ପ୍ରୟାସ): [27, 1455, 364, 1487]
- city-heading: ଦେବଗଡ଼: [593, 760, 668, 785]
- zodiac-symbol-icon: ♐: [1132, 1554, 1194, 1616]
- event-item: • ଶ୍ରୀ ମହାଲକ୍ଷ୍ମୀ ମନ୍ଦିର ପ୍ରତିଷ୍ଠା ମହୋତ୍ସବ, ସ୍ଥାନ: ରଞ୍ଜପାଲ, ବରଗଡ଼, ସମୟ: ସକାଳ ୮ଟା ।: [593, 517, 793, 568]
- satellite-map-svg: [9, 1761, 383, 2270]
- zodiac-name: ସିଂହ: [1128, 880, 1198, 908]
- city-heading: ଖାଣ୍ଡପଡ଼ା: [803, 517, 896, 542]
- event-item: • କର୍ମଜୀବନରେ ପ୍ରକୃତ ତ୍ରୁଟି ଉତ୍ସବ, ସ୍ଥାନ: କୁଣ୍ଡୁଆଳ, ସମୟ: ସନ୍ଧ୍ୟା ୫ଟା ।: [8, 792, 180, 843]
- zodiac-name: ମେଷ: [1128, 240, 1198, 268]
- zodiac-name: ତୁଳା: [1128, 1200, 1198, 1228]
